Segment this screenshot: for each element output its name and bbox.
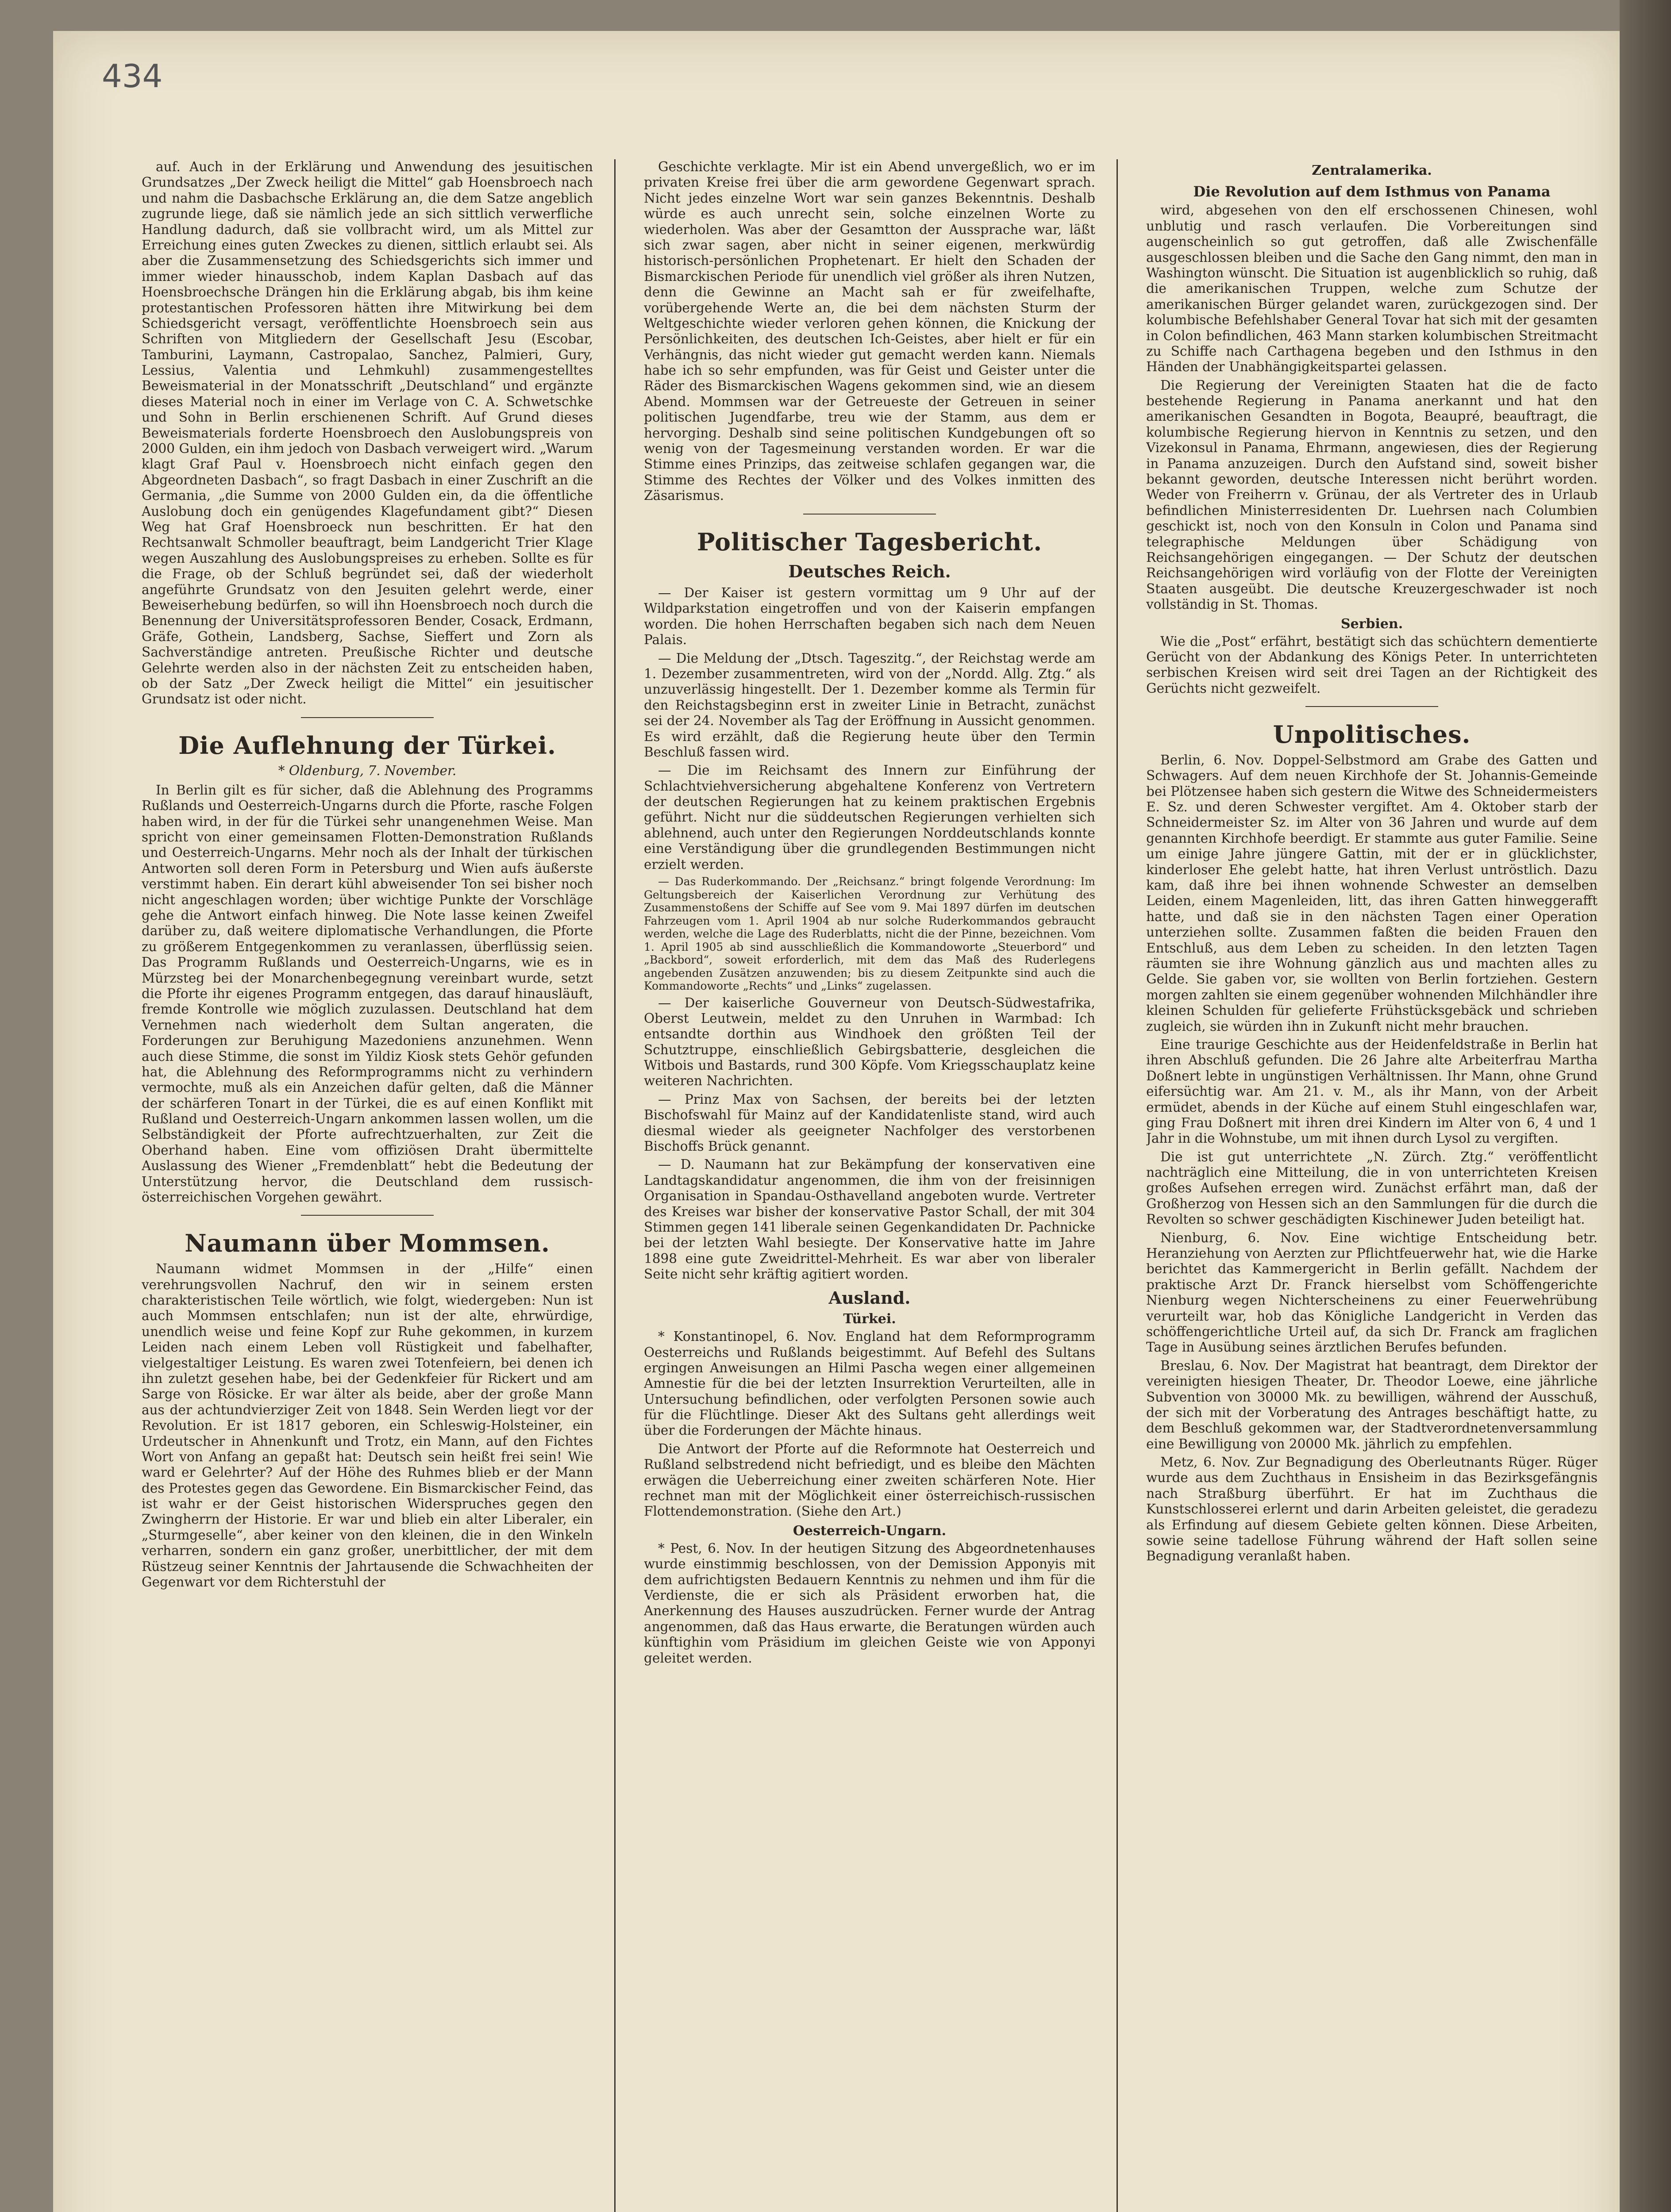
article-text: Naumann widmet Mommsen in der „Hilfe“ einen verehrungsvollen Nachruf, den wir in seinem ersten charakteristischen Teile wörtlich, wie folgt, wiedergeben: Nun ist auch Mommsen entschlafen; nun ist der alte, ehrwürdige, unendlich weise und feine Kopf zur Ruhe gekommen, in kurzem Leiden nach einem Leben voll Rüstigkeit und fabelhafter, vielgestaltiger Leistung. Es waren zwei Totenfeiern, bei denen ich ihn zuletzt gesehen habe, bei der Gedenkfeier für Rickert und am Sarge von Rösicke. Er war älter als beide, aber der große Mann aus der achtundvierziger Zeit von 1848. Sein Werden liegt vor der Revolution. Er ist 1817 geboren, ein Schleswig-Holsteiner, ein Urdeutscher in Ahnenkunft und Trotz, ein Mann, auf den Fichtes Wort von Anfang an gepaßt hat: Deutsch sein heißt frei sein! Wie ward er Gelehrter? Auf der Höhe des Ruhmes blieb er der Mann des Protestes gegen das Gewordene. Ein Bismarckischer Feind, das ist wahr er der Geist historischen Widerspruches gegen den Zwingherrn der Historie. Er war und blieb ein alter Liberaler, ein „Sturmgeselle“, aber keiner von den kleinen, die in den Winkeln verharren, sondern ein ganz großer, unerbittlicher, der mit dem Rüstzeug seiner Kenntnis der Jahrtausende die Schwachheiten der Gegenwart vor dem Richterstuhl der <box>142 1261 593 1590</box>
dateline: * Oldenburg, 7. November. <box>278 763 457 779</box>
news-item: — Der kaiserliche Gouverneur von Deutsch-Südwestafrika, Oberst Leutwein, meldet zu den Unruhen in Warmbad: Ich entsandte dorthin aus Windhoek den größten Teil der Schutztruppe, einschließlich Gebirgsbatterie, desgleichen die Witbois und Bastards, rund 300 Köpfe. Vom Kriegsschauplatz keine weiteren Nachrichten. <box>644 995 1095 1089</box>
article-text: auf. Auch in der Erklärung und Anwendung des jesuitischen Grundsatzes „Der Zweck heiligt die Mittel“ gab Hoensbroech nach und nahm die Dasbachsche Erklärung an, die dem Satze angeblich zugrunde liege, daß sie nämlich jede an sich sittlich verwerfliche Handlung dadurch, daß sie vollbracht wird, um als Mittel zur Erreichung eines guten Zweckes zu dienen, sittlich erlaubt sei. Als aber die Zusammensetzung des Schiedsgerichts sich immer und immer wieder hinausschob, indem Kaplan Dasbach auf das Hoensbroechsche Drängen hin die Erklärung abgab, bis ihm keine protestantischen Professoren hätten ihre Mitwirkung bei dem Schiedsgericht versagt, veröffentlichte Hoensbroech sein aus Schriften von Mitgliedern der Gesellschaft Jesu (Escobar, Tamburini, Laymann, Castropalao, Sanchez, Palmieri, Gury, Lessius, Valentia und Lehmkuhl) zusammengestelltes Beweismaterial in der Monatsschrift „Deutschland“ und ergänzte dieses Material noch in einer im Verlage von C. A. Schwetschke und Sohn in Berlin erschienenen Schrift. Auf Grund dieses Beweismaterials forderte Hoensbroech den Auslobungspreis von 2000 Gulden, ein ihm jedoch von Dasbach verweigert wird. „Warum klagt Graf Paul v. Hoensbroech nicht einfach gegen den Abgeordneten Dasbach“, so fragt Dasbach in einer Zuschrift an die Germania, „die Summe von 2000 Gulden ein, da die öffentliche Auslobung doch ein genügendes Klagefundament gibt?“ Diesen Weg hat Graf Hoensbroeck nun beschritten. Er hat den Rechtsanwalt Schmoller beauftragt, beim Landgericht Trier Klage wegen Auszahlung des Auslobungspreises zu erheben. Sollte es für die Frage, ob der Schluß begründet sei, daß der wiederholt angeführte Grundsatz von den Jesuiten gelehrt werde, einer Beweiserhebung bedürfen, so will ihn Hoensbroech noch durch die Benennung der Universitätsprofessoren Bender, Cosack, Erdmann, Gräfe, Gothein, Landsberg, Sachse, Sieffert und Zorn als Sachverständige antreten. Preußische Richter und deutsche Gelehrte werden also in der nächsten Zeit zu entscheiden haben, ob der Satz „Der Zweck heiligt die Mittel“ ein jesuitischer Grundsatz ist oder nicht. <box>142 159 593 707</box>
column-1 <box>142 159 593 2212</box>
section-subheadline: Deutsches Reich. <box>788 561 951 582</box>
column-3 <box>1146 159 1598 2212</box>
columns <box>142 159 1598 2212</box>
news-item: — D. Naumann hat zur Bekämpfung der konservativen eine Landtagskandidatur angenommen, die ihm von der freisinnigen Organisation in Spandau-Osthavelland angeboten wurde. Vertreter des Kreises war bisher der konservative Pastor Schall, der mit 304 Stimmen gegen 141 liberale seinen Gegenkandidaten Dr. Pachnicke bei der letzten Wahl besiegte. Der Konservative hatte im Jahre 1898 eine gute Zweidrittel-Mehrheit. Es war aber von liberaler Seite nicht sehr kräftig agitiert worden. <box>644 1157 1095 1282</box>
news-item: Die Antwort der Pforte auf die Reformnote hat Oesterreich und Rußland selbstredend nicht befriedigt, und es bleibe den Mächten erwägen die Ueberreichung einer zweiten schärferen Note. Hier rechnet man mit der Möglichkeit einer österreichisch-russischen Flottendemonstration. (Siehe den Art.) <box>644 1441 1095 1519</box>
country-heading: Zentralamerika. <box>1312 163 1432 178</box>
separator <box>1305 706 1438 707</box>
page-number: 434 <box>102 58 163 95</box>
news-item: wird, abgesehen von den elf erschossenen Chinesen, wohl unblutig und rasch verlaufen. Die Vorbereitungen sind augenscheinlich so gut getroffen, daß alle Zwischenfälle ausgeschlossen bleiben und die Sache den Gang nimmt, den man in Washington wünscht. Die Situation ist augenblicklich so ruhig, daß die amerikanischen Truppen, welche zum Schutze der amerikanischen Bürger gelandet waren, zurückgezogen sind. Der kolumbische Befehlshaber General Tovar hat sich mit der gesamten in Colon befindlichen, 463 Mann starken kolumbischen Streitmacht zu Schiffe nach Carthagena begeben und den Isthmus in den Händen der Unabhängigkeitspartei gelassen. <box>1146 203 1598 375</box>
country-heading: Serbien. <box>1340 616 1403 632</box>
news-item: Nienburg, 6. Nov. Eine wichtige Entscheidung betr. Heranziehung von Aerzten zur Pflichtfeuerwehr hat, wie die Harke berichtet das Kammergericht in Berlin gefällt. Nachdem der praktische Arzt Dr. Franck hierselbst vom Schöffengerichte Nienburg wegen Nichterscheinens zu einer Feuerwehrübung verurteilt war, hob das Königliche Landgericht in Verden das schöffengerichtliche Urteil auf, da sich Dr. Franck am fraglichen Tage in Ausübung seines ärztlichen Berufes befunden. <box>1146 1230 1598 1355</box>
article-headline: Die Auflehnung der Türkei. <box>178 731 556 760</box>
article-text: In Berlin gilt es für sicher, daß die Ablehnung des Programms Rußlands und Oesterreich-Ungarns durch die Pforte, rasche Folgen haben wird, in der für die Türkei sehr unangenehmen Weise. Man spricht von einer gemeinsamen Flotten-Demonstration Rußlands und Oesterreich-Ungarns. Mehr noch als der Inhalt der türkischen Antworten soll deren Form in Petersburg und Wien aufs äußerste verstimmt haben. Ein derart kühl abweisender Ton sei bisher noch nicht angeschlagen worden; über wichtige Punkte der Vorschläge gehe die Antwort einfach hinweg. Die Note lasse keinen Zweifel darüber zu, daß weitere diplomatische Verhandlungen, die Pforte zu größerem Entgegenkommen zu veranlassen, überflüssig seien. Das Programm Rußlands und Oesterreich-Ungarns, wie es in Mürzsteg bei der Monarchenbegegnung vereinbart wurde, setzt die Pforte ihr eigenes Programm entgegen, das darauf hinausläuft, fremde Kontrolle wie möglich zuzulassen. Deutschland hat dem Vernehmen nach wiederholt dem Sultan angeraten, die Forderungen zur Beruhigung Mazedoniens anzunehmen. Wenn auch diese Stimme, die sonst im Yildiz Kiosk stets Gehör gefunden hat, die Ablehnung des Reformprogramms nicht zu verhindern vermochte, muß als ein Anzeichen dafür gelten, daß die Männer der schärferen Tonart in der Türkei, die es auf einen Konflikt mit Rußland und Oesterreich-Ungarn ankommen lassen wollen, um die Selbständigkeit der Pforte aufrechtzuerhalten, zur Zeit die Oberhand haben. Eine vom offiziösen Draht übermittelte Auslassung des Wiener „Fremdenblatt“ hebt die Bedeutung der Unterstützung hervor, die Deutschland dem russisch-österreichischen Vorgehen gewährt. <box>142 782 593 1205</box>
column-divider <box>1117 159 1118 2212</box>
section-headline: Politischer Tagesbericht. <box>697 527 1043 556</box>
book-edge <box>1620 0 1671 2212</box>
section-subheadline: Ausland. <box>828 1287 911 1308</box>
article-headline: Die Revolution auf dem Isthmus von Panama <box>1193 183 1551 200</box>
country-heading: Oesterreich-Ungarn. <box>793 1523 947 1539</box>
news-item: — Der Kaiser ist gestern vormittag um 9 Uhr auf der Wildparkstation eingetroffen und von der Kaiserin empfangen worden. Die hohen Herrschaften begaben sich nach dem Neuen Palais. <box>644 585 1095 648</box>
news-item: Breslau, 6. Nov. Der Magistrat hat beantragt, dem Direktor der vereinigten hiesigen Theater, Dr. Theodor Loewe, eine jährliche Subvention von 30000 Mk. zu bewilligen, während der Ausschuß, der sich mit der Vorberatung des Antrages beschäftigt hatte, zu dem Beschluß gekommen war, der Stadtverordnetenversammlung eine Bewilligung von 20000 Mk. jährlich zu empfehlen. <box>1146 1358 1598 1452</box>
news-item: Berlin, 6. Nov. Doppel-Selbstmord am Grabe des Gatten und Schwagers. Auf dem neuen Kirchhofe der St. Johannis-Gemeinde bei Plötzensee haben sich gestern die Witwe des Schneidermeisters E. Sz. und deren Schwester vergiftet. Am 4. Oktober starb der Schneidermeister Sz. im Alter von 36 Jahren und wurde auf dem genannten Kirchhofe beerdigt. Er stammte aus guter Familie. Seine um einige Jahre jüngere Gattin, mit der er in glücklichster, kinderloser Ehe gelebt hatte, hat ihren Verlust untröstlich. Dazu kam, daß ihre bei ihnen wohnende Schwester an demselben Leiden, einem Magenleiden, litt, das ihren Gatten hinweggerafft hatte, und daß sie in den nächsten Tagen einer Operation unterziehen sollte. Zusammen faßten die beiden Frauen den Entschluß, aus dem Leben zu scheiden. In den letzten Tagen räumten sie ihre Wohnung gänzlich aus und machten alles zu Gelde. Sie gaben vor, sie wollten von Berlin fortziehen. Gestern morgen zahlten sie einem gegenüber wohnenden Milchhändler ihre kleinen Schulden für gelieferte Frühstücksgebäck und schrieben zugleich, sie würden ihn in Zukunft nicht mehr brauchen. <box>1146 752 1598 1034</box>
separator <box>301 1215 434 1216</box>
news-item: Die ist gut unterrichtete „N. Zürch. Ztg.“ veröffentlicht nachträglich eine Mitteilung, die in von unterrichteten Kreisen großes Aufsehen erregen wird. Zunächst erfährt man, daß der Großherzog von Hessen sich an den Sammlungen für die durch die Revolten so schwer geschädigten Kischinewer Juden beteiligt hat. <box>1146 1149 1598 1227</box>
news-item: Wie die „Post“ erfährt, bestätigt sich das schüchtern dementierte Gerücht von der Abdankung des Königs Peter. In unterrichteten serbischen Kreisen wird seit drei Tagen an der Richtigkeit des Gerüchts nicht gezweifelt. <box>1146 634 1598 696</box>
country-heading: Türkei. <box>843 1311 896 1327</box>
column-2 <box>644 159 1095 2212</box>
separator <box>803 514 936 515</box>
column-divider <box>614 159 616 2212</box>
newspaper-page <box>53 31 1620 2212</box>
news-item: — Die Meldung der „Dtsch. Tageszitg.“, der Reichstag werde am 1. Dezember zusammentreten, wird von der „Nordd. Allg. Ztg.“ als unzuverlässig hingestellt. Der 1. Dezember komme als Termin für den Reichstagsbeginn erst in zweiter Linie in Betracht, zunächst sei der 24. November als Tag der Eröffnung in Aussicht genommen. Es wird erzählt, daß die Regierung heute über den Termin Beschluß fassen wird. <box>644 650 1095 760</box>
news-item: * Pest, 6. Nov. In der heutigen Sitzung des Abgeordnetenhauses wurde einstimmig beschlossen, von der Demission Apponyis mit dem aufrichtigsten Bedauern Kenntnis zu nehmen und ihm für die Verdienste, die er sich als Präsident erworben hat, die Anerkennung des Hauses auszudrücken. Ferner wurde der Antrag angenommen, daß das Haus erwarte, die Beratungen würden auch künftighin vom Präsidium im gleichen Geiste wie von Apponyi geleitet werden. <box>644 1540 1095 1666</box>
news-item: — Das Ruderkommando. Der „Reichsanz.“ bringt folgende Verordnung: Im Geltungsbereich der Kaiserlichen Verordnung zur Verhütung des Zusammenstoßens der Schiffe auf See vom 9. Mai 1897 dürfen im deutschen Fahrzeugen vom 1. April 1904 ab nur solche Ruderkommandos gebraucht werden, welche die Lage des Ruderblatts, nicht die der Pinne, bezeichnen. Vom 1. April 1905 ab sind ausschließlich die Kommandoworte „Steuerbord“ und „Backbord“, soweit erforderlich, mit dem das Maß des Ruderlegens angebenden Zusätzen anzuwenden; bis zu diesem Zeitpunkte sind auch die Kommandoworte „Rechts“ und „Links“ zugelassen. <box>644 875 1095 993</box>
news-item: Eine traurige Geschichte aus der Heidenfeldstraße in Berlin hat ihren Abschluß gefunden. Die 26 Jahre alte Arbeiterfrau Martha Doßnert lebte in ungünstigen Verhältnissen. Ihr Mann, ohne Grund eifersüchtig war. Am 21. v. M., als ihr Mann, von der Arbeit ermüdet, abends in der Küche auf einem Stuhl eingeschlafen war, ging Frau Doßnert mit ihren drei Kindern im Alter von 6, 4 und 1 Jahr in die Wohnstube, um mit ihnen durch Lysol zu vergiften. <box>1146 1037 1598 1146</box>
news-item: — Prinz Max von Sachsen, der bereits bei der letzten Bischofswahl für Mainz auf der Kandidatenliste stand, wird auch diesmal wieder als geeigneter Nachfolger des verstorbenen Bischoffs Brück genannt. <box>644 1091 1095 1154</box>
news-item: Die Regierung der Vereinigten Staaten hat die de facto bestehende Regierung in Panama anerkannt und hat den amerikanischen Gesandten in Bogota, Beaupré, beauftragt, die kolumbische Regierung hiervon in Kenntnis zu setzen, und den Vizekonsul in Panama, Ehrmann, angewiesen, dies der Regierung in Panama anzuzeigen. Durch den Aufstand sind, soweit bisher bekannt geworden, deutsche Interessen nicht berührt worden. Weder von Freiherrn v. Grünau, der als Vertreter des in Urlaub befindlichen Ministerresidenten Dr. Luehrsen nach Columbien geschickt ist, noch von den Konsuln in Colon und Panama sind telegraphische Meldungen über Schädigung von Reichsangehörigen eingegangen. — Der Schutz der deutschen Reichsangehörigen wird vorläufig von der Flotte der Vereinigten Staaten ausgeübt. Die deutsche Kreuzergeschwader ist noch vollständig in St. Thomas. <box>1146 377 1598 612</box>
news-item: Metz, 6. Nov. Zur Begnadigung des Oberleutnants Rüger. Rüger wurde aus dem Zuchthaus in Ensisheim in das Bezirksgefängnis nach Straßburg überführt. Er hat im Zuchthaus die Kunstschlosserei erlernt und darin Arbeiten geleistet, die geradezu als Erfindung auf diesem Gebiete gelten können. Diese Arbeiten, sowie seine tadellose Führung während der Haft sollen seine Begnadigung veranlaßt haben. <box>1146 1455 1598 1564</box>
article-headline: Naumann über Mommsen. <box>185 1229 550 1258</box>
news-item: * Konstantinopel, 6. Nov. England hat dem Reformprogramm Oesterreichs und Rußlands beigestimmt. Auf Befehl des Sultans ergingen Anweisungen an Hilmi Pascha wegen einer allgemeinen Amnestie für die bei der letzten Insurrektion Verurteilten, alle in Untersuchung befindlichen, oder verfolgten Personen sowie auch für die Flüchtlinge. Dieser Akt des Sultans geht allerdings weit über die Forderungen der Mächte hinaus. <box>644 1329 1095 1438</box>
section-headline: Unpolitisches. <box>1273 720 1471 749</box>
news-item: — Die im Reichsamt des Innern zur Einführung der Schlachtviehversicherung abgehaltene Konferenz von Vertretern der deutschen Regierungen hat zu keinem praktischen Ergebnis geführt. Nicht nur die süddeutschen Regierungen verhielten sich ablehnend, auch unter den Regierungen Norddeutschlands konnte eine Verständigung über die grundlegenden Bestimmungen nicht erzielt werden. <box>644 763 1095 872</box>
separator <box>301 717 434 718</box>
article-text: Geschichte verklagte. Mir ist ein Abend unvergeßlich, wo er im privaten Kreise frei über die arm gewordene Gegenwart sprach. Nicht jedes einzelne Wort war sein ganzes Bekenntnis. Deshalb würde es auch unrecht sein, solche einzelnen Worte zu wiederholen. Was aber der Gesamtton der Aussprache war, läßt sich zwar sagen, aber nicht in seiner eigenen, merkwürdig historisch-persönlichen Prophetenart. Er hielt den Schaden der Bismarckischen Periode für unendlich viel größer als ihren Nutzen, denn die Gewinne an Macht sah er für zweifelhafte, vorübergehende Werte an, die bei dem nächsten Sturm der Weltgeschichte wieder verloren gehen können, die Knickung der Persönlichkeiten, des deutschen Ich-Geistes, aber hielt er für ein Verhängnis, das nicht wieder gut gemacht werden kann. Niemals habe ich so sehr empfunden, was für Geist und Geister unter die Räder des Bismarckischen Wagens gekommen sind, wie an diesem Abend. Mommsen war der Getreueste der Getreuen in seiner politischen Jugendfarbe, treu wie der Stamm, aus dem er hervorging. Deshalb sind seine politischen Kundgebungen oft so wenig von der Tagesmeinung verstanden worden. Er war die Stimme eines Prinzips, das zeitweise schlafen gegangen war, die Stimme des Rechtes der Völker und des Volkes inmitten des Zäsarismus. <box>644 159 1095 503</box>
